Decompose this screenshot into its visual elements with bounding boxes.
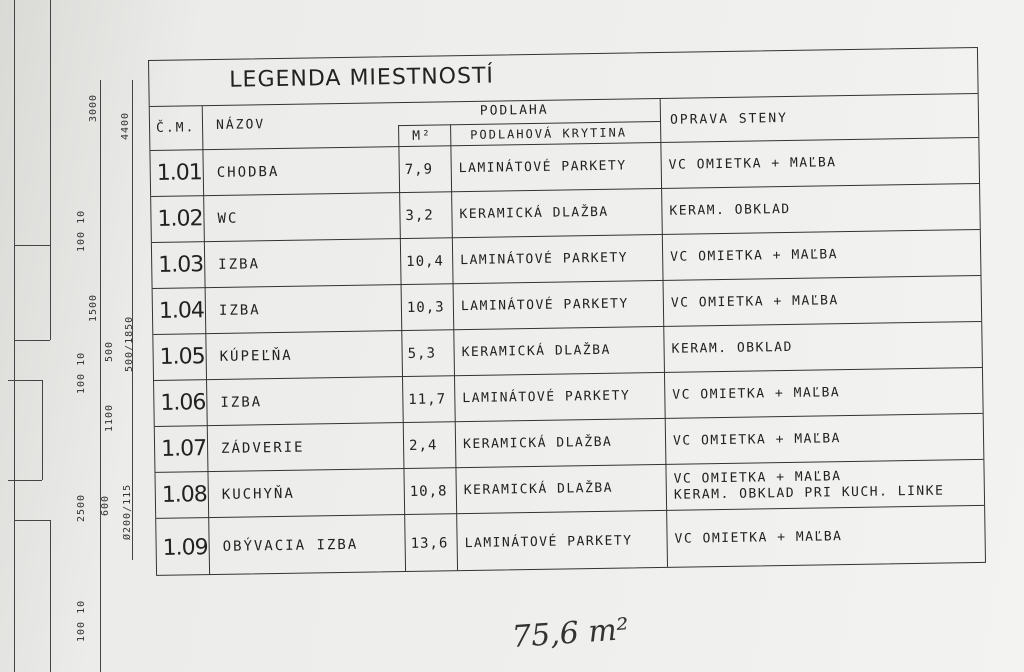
- header-area: M²: [412, 128, 433, 144]
- floor-cover: LAMINÁTOVÉ PARKETY: [464, 532, 633, 551]
- wall-repair-line: VC OMIETKA + MAĽBA: [672, 430, 842, 449]
- wall-repair-line: VC OMIETKA + MAĽBA: [673, 468, 842, 487]
- room-area: 5,3: [407, 345, 437, 362]
- room-name: ZÁDVERIE: [220, 439, 305, 457]
- room-area: 13,6: [410, 535, 449, 552]
- dimension-label: 600: [100, 494, 111, 516]
- room-name: IZBA: [218, 255, 261, 273]
- floor-cover: KERAMICKÁ DLAŽBA: [462, 434, 613, 453]
- room-name: IZBA: [218, 301, 261, 319]
- dimension-label: Ø200/115: [122, 483, 133, 540]
- wall-repair-line: KERAM. OBKLAD: [669, 201, 791, 219]
- room-number: 1.07: [160, 436, 207, 462]
- dimension-line: [100, 80, 101, 672]
- room-number: 1.02: [157, 206, 203, 232]
- dimension-label: 100 10: [76, 209, 87, 252]
- wall-line: [8, 380, 42, 381]
- floor-cover: KERAMICKÁ DLAŽBA: [461, 342, 611, 361]
- room-number: 1.05: [159, 344, 205, 370]
- room-name: IZBA: [220, 393, 263, 411]
- room-number: 1.01: [156, 160, 202, 186]
- wall-repair: [673, 416, 842, 464]
- wall-repair-line: VC OMIETKA + MAĽBA: [670, 292, 839, 311]
- wall-repair-line: KERAM. OBKLAD PRI KUCH. LINKE: [673, 483, 945, 503]
- room-name: KÚPEĽŇA: [219, 347, 293, 365]
- wall-repair: [670, 232, 839, 280]
- dimension-label: 1500: [88, 293, 99, 322]
- table-body: [150, 138, 985, 577]
- dimension-label: 500/1850: [124, 315, 135, 372]
- wall-repair: [669, 187, 791, 234]
- wall-repair-line: VC OMIETKA + MAĽBA: [668, 154, 837, 173]
- room-number: 1.06: [160, 390, 206, 416]
- room-area: 10,8: [409, 482, 448, 500]
- header-name: NÁZOV: [215, 117, 266, 133]
- room-name: WC: [217, 210, 239, 227]
- room-name: CHODBA: [216, 163, 280, 181]
- room-name: OBÝVACIA IZBA: [222, 536, 359, 555]
- floor-cover: LAMINÁTOVÉ PARKETY: [462, 388, 631, 407]
- room-area: 2,4: [408, 437, 438, 454]
- wall-line: [14, 0, 15, 672]
- header-floor-group: PODLAHA: [479, 102, 549, 119]
- room-legend-table: [148, 47, 986, 576]
- dimension-label: 2500: [76, 493, 87, 522]
- wall-repair: [671, 278, 840, 326]
- dimension-label: 500: [104, 340, 115, 362]
- dimension-label: 4400: [120, 111, 131, 140]
- floor-cover: LAMINÁTOVÉ PARKETY: [458, 158, 627, 177]
- dimension-label: 100 10: [76, 599, 87, 642]
- floorplan-fragment: [0, 0, 140, 672]
- room-name: KUCHYŇA: [221, 485, 295, 503]
- dimension-label: 3000: [88, 93, 99, 122]
- floor-cover: LAMINÁTOVÉ PARKETY: [460, 250, 629, 269]
- dimension-label: 1100: [104, 403, 115, 432]
- wall-repair-line: VC OMIETKA + MAĽBA: [674, 529, 843, 547]
- room-number: 1.04: [158, 298, 205, 324]
- wall-line: [50, 520, 51, 672]
- legend-title: LEGENDA MIESTNOSTÍ: [229, 63, 495, 93]
- room-number: 1.08: [161, 482, 208, 508]
- room-number: 1.09: [162, 534, 208, 561]
- floor-cover: KERAMICKÁ DLAŽBA: [463, 480, 614, 499]
- room-number: 1.03: [158, 252, 204, 278]
- wall-line: [42, 380, 43, 480]
- wall-line: [14, 520, 50, 521]
- floor-cover: KERAMICKÁ DLAŽBA: [459, 204, 609, 223]
- handwritten-total-area: 75,6 m²: [510, 611, 630, 656]
- header-floor-cover: PODLAHOVÁ KRYTINA: [470, 125, 628, 142]
- wall-repair: [671, 325, 793, 372]
- header-wall: OPRAVA STENY: [669, 110, 789, 128]
- wall-repair-line: KERAM. OBKLAD: [671, 339, 793, 357]
- wall-repair-line: VC OMIETKA + MAĽBA: [670, 246, 839, 265]
- dimension-label: 100 10: [76, 351, 87, 394]
- wall-line: [8, 480, 42, 481]
- wall-line: [14, 245, 50, 246]
- room-area: 3,2: [405, 207, 434, 224]
- wall-repair: [673, 461, 944, 510]
- room-area: 10,4: [406, 252, 445, 270]
- room-area: 7,9: [404, 161, 434, 178]
- wall-line: [50, 0, 51, 340]
- floor-cover: LAMINÁTOVÉ PARKETY: [460, 296, 629, 315]
- room-area: 10,3: [406, 298, 445, 316]
- wall-repair: [672, 370, 841, 418]
- wall-repair: [668, 140, 837, 188]
- wall-line: [14, 340, 50, 341]
- header-cm: Č.M.: [155, 120, 196, 136]
- wall-repair-line: VC OMIETKA + MAĽBA: [672, 384, 841, 403]
- wall-repair: [674, 508, 843, 569]
- room-area: 11,7: [408, 390, 447, 408]
